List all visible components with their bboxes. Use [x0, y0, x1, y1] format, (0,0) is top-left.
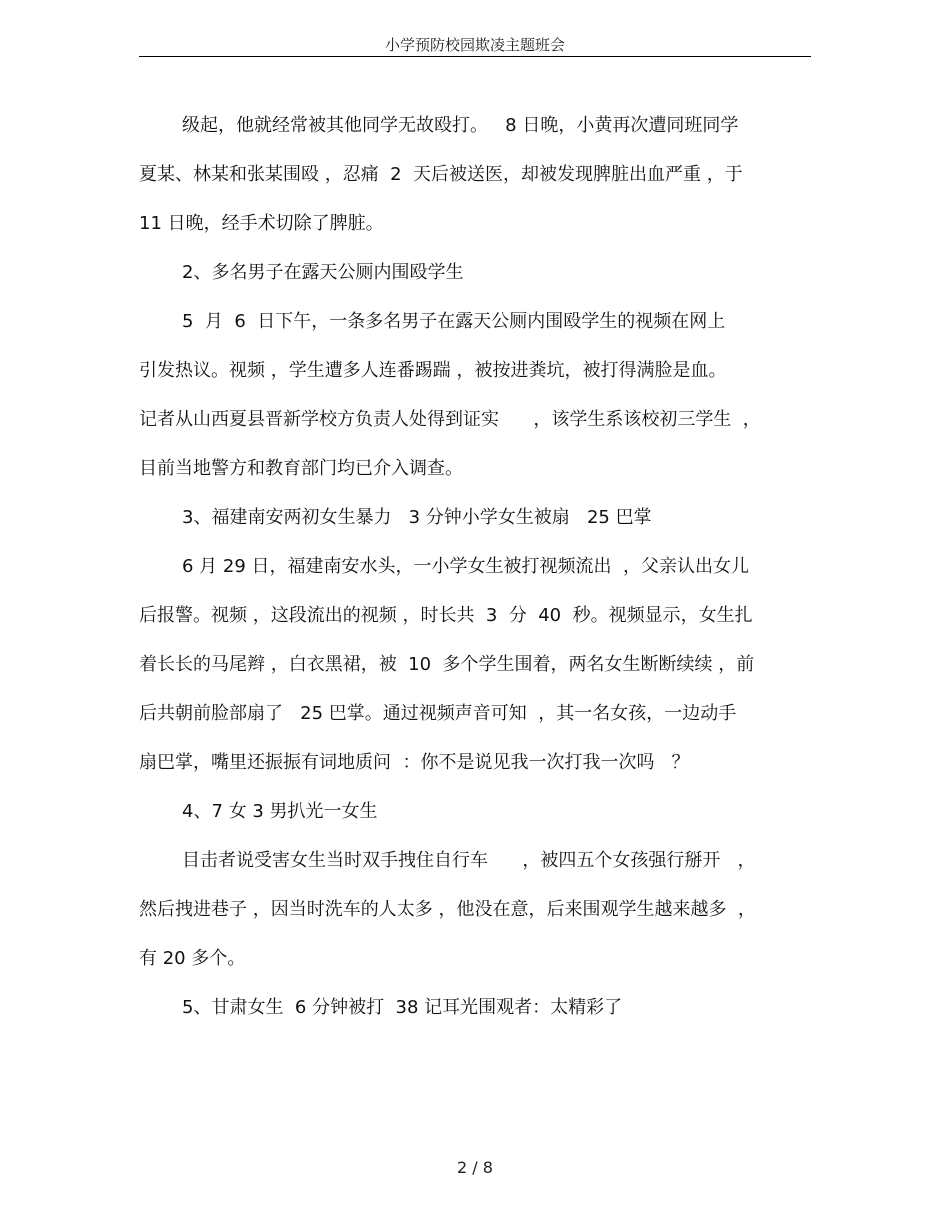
section-heading: 5、甘肃女生 6 分钟被打 38 记耳光围观者：太精彩了: [182, 997, 623, 1018]
text-line: 级起，他就经常被其他同学无故殴打。 8 日晚，小黄再次遭同班同学: [182, 115, 739, 136]
text-line: 后共朝前脸部扇了 25 巴掌。通过视频声音可知 ，其一名女孩，一边动手: [139, 703, 737, 724]
text-line: 着长长的马尾辫 ，白衣黑裙，被 10 多个学生围着，两名女生断断续续 ，前: [139, 654, 755, 675]
text-line: 扇巴掌，嘴里还振振有词地质问 ：你不是说见我一次打我一次吗 ？: [139, 752, 690, 773]
text-line: 夏某、林某和张某围殴 ，忍痛 2 天后被送医，却被发现脾脏出血严重 ，于: [139, 164, 743, 185]
header-divider: [139, 56, 811, 57]
text-line: 然后拽进巷子 ，因当时洗车的人太多 ，他没在意，后来围观学生越来越多 ，: [139, 899, 756, 920]
page-header-title: 小学预防校园欺凌主题班会: [384, 36, 565, 54]
text-line: 记者从山西夏县晋新学校方负责人处得到证实 ，该学生系该校初三学生 ，: [139, 409, 761, 430]
text-line: 5 月 6 日下午，一条多名男子在露天公厕内围殴学生的视频在网上: [182, 311, 726, 332]
text-line: 目击者说受害女生当时双手拽住自行车 ，被四五个女孩强行掰开 ，: [182, 850, 756, 871]
document-body: [139, 111, 811, 1042]
section-heading: 2、多名男子在露天公厕内围殴学生: [182, 262, 464, 283]
page-number: 2 / 8: [457, 1158, 493, 1177]
text-line: 有 20 多个。: [139, 948, 246, 969]
text-line: 6 月 29 日，福建南安水头，一小学女生被打视频流出 ，父亲认出女儿: [182, 556, 749, 577]
text-line: 后报警。视频 ，这段流出的视频 ，时长共 3 分 40 秒。视频显示，女生扎: [139, 605, 753, 626]
text-line: 引发热议。视频 ，学生遭多人连番踢踹 ，被按进粪坑，被打得满脸是血。: [139, 360, 727, 381]
text-line: 目前当地警方和教育部门均已介入调查。: [139, 458, 463, 479]
section-heading: 3、福建南安两初女生暴力 3 分钟小学女生被扇 25 巴掌: [182, 507, 652, 528]
text-line: 11 日晚，经手术切除了脾脏。: [139, 213, 384, 234]
section-heading: 4、7 女 3 男扒光一女生: [182, 801, 378, 822]
